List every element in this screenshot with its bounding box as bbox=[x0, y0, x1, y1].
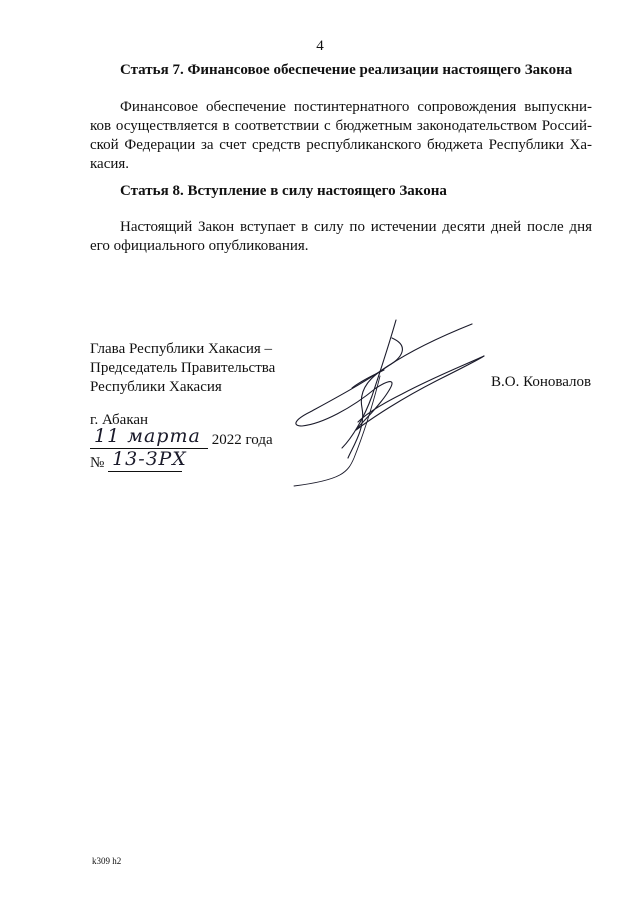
article-7-line: ков осуществляется в соответствии с бюджетным законодательством Россий- bbox=[90, 118, 592, 134]
article-7-text bbox=[90, 98, 592, 174]
signatory-title-line: Глава Республики Хакасия – bbox=[90, 341, 273, 357]
article-8-line: Настоящий Закон вступает в силу по истечении десяти дней после дня bbox=[120, 219, 592, 235]
signatory-name: В.О. Коновалов bbox=[491, 374, 592, 390]
date-handwritten: 11 марта bbox=[94, 425, 201, 447]
date-line bbox=[90, 425, 273, 449]
signatory-title-line: Республики Хакасия bbox=[90, 379, 222, 395]
article-7-line: Финансовое обеспечение постинтернатного сопровождения выпускни- bbox=[120, 99, 592, 115]
number-field bbox=[108, 448, 187, 472]
article-7-line: касия. bbox=[90, 156, 130, 172]
article-8-line: его официального опубликования. bbox=[90, 238, 309, 254]
article-8-text bbox=[90, 218, 592, 256]
signatory-title bbox=[90, 340, 275, 397]
number-handwritten: 13-ЗРХ bbox=[112, 448, 187, 470]
date-field bbox=[90, 425, 208, 449]
page-number: 4 bbox=[316, 38, 324, 54]
year-text: 2022 года bbox=[211, 432, 273, 448]
signatory-title-line: Председатель Правительства bbox=[90, 360, 276, 376]
article-7-heading: Статья 7. Финансовое обеспечение реализации настоящего Закона bbox=[120, 62, 573, 78]
footer-code: k309 h2 bbox=[92, 856, 122, 866]
article-7-line: ской Федерации за счет средств республиканского бюджета Республики Ха- bbox=[90, 137, 592, 153]
article-8-heading: Статья 8. Вступление в силу настоящего Закона bbox=[120, 183, 447, 199]
number-prefix: № bbox=[90, 455, 105, 471]
number-line bbox=[90, 448, 187, 472]
city: г. Абакан bbox=[90, 412, 149, 428]
handwritten-signature bbox=[292, 318, 492, 488]
